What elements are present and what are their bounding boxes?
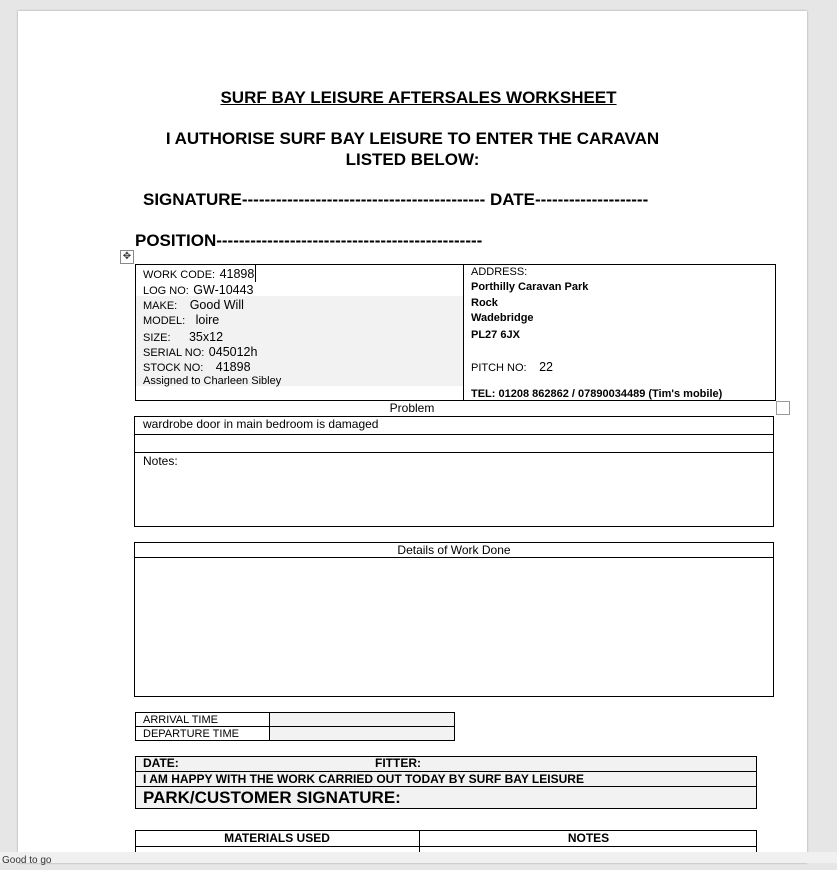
log-no-field[interactable]: LOG NO: GW-10443 [143,283,254,297]
row-divider [135,846,757,847]
work-code-field[interactable]: WORK CODE: 41898 [143,267,255,281]
problem-table [134,416,774,527]
pitch-field[interactable]: PITCH NO: 22 [471,360,553,374]
assigned-to: Assigned to Charleen Sibley [143,375,282,387]
serial-field[interactable]: SERIAL NO: 045012h [143,345,258,359]
customer-signature-label: PARK/CUSTOMER SIGNATURE: [143,788,401,807]
serial-value: 045012h [208,345,258,359]
authorise-line-1: I AUTHORISE SURF BAY LEISURE TO ENTER THE CARAVAN [165,129,660,148]
row-divider [134,452,774,453]
row-divider [135,786,757,787]
authorise-heading [0,128,825,170]
signature-date-line: SIGNATURE------------------------------------------- DATE-------------------- [143,190,649,209]
row-divider [134,557,774,558]
address-label: ADDRESS: [471,266,528,278]
date-label: DATE: [143,756,179,770]
arrival-label: ARRIVAL TIME [143,714,218,726]
notes-header: NOTES [567,831,610,845]
materials-used-header: MATERIALS USED [224,831,330,845]
happy-statement: I AM HAPPY WITH THE WORK CARRIED OUT TODAY BY SURF BAY LEISURE [143,772,584,786]
address-line-1: Porthilly Caravan Park [471,281,589,293]
work-done-area[interactable] [136,559,772,695]
departure-time-field[interactable] [270,727,454,740]
log-no-value: GW-10443 [193,283,254,297]
text-cursor [255,265,256,282]
stock-value: 41898 [215,360,251,374]
table-divider [463,264,464,401]
arrival-time-field[interactable] [270,713,454,726]
departure-label: DEPARTURE TIME [143,728,239,740]
work-done-header: Details of Work Done [397,543,511,557]
worksheet-title: SURF BAY LEISURE AFTERSALES WORKSHEET [220,88,617,107]
problem-header: Problem [389,401,435,415]
work-code-value: 41898 [219,267,255,281]
address-line-2: Rock [471,297,498,309]
row-divider [134,434,774,435]
stock-field[interactable]: STOCK NO: 41898 [143,360,251,374]
pitch-value: 22 [539,360,553,374]
table-move-handle-icon[interactable]: ✥ [120,250,134,264]
telephone: TEL: 01208 862862 / 07890034489 (Tim's mobile) [471,388,723,400]
notes-label: Notes: [143,454,178,468]
authorise-line-2: LISTED BELOW: [345,150,480,169]
fitter-label: FITTER: [375,756,421,770]
size-field[interactable]: SIZE: 35x12 [143,330,224,344]
size-value: 35x12 [188,330,224,344]
table-resize-handle[interactable] [776,401,790,415]
model-value: loire [195,313,220,327]
status-bar: Good to go [0,852,837,863]
make-field[interactable]: MAKE: Good Will [143,298,244,312]
position-line: POSITION----------------------------------------------- [135,231,483,250]
address-line-3: Wadebridge [471,312,534,324]
address-line-4: PL27 6JX [471,329,520,341]
model-field[interactable]: MODEL: loire [143,313,220,327]
make-value: Good Will [189,298,244,312]
problem-description[interactable]: wardrobe door in main bedroom is damaged [143,417,379,431]
